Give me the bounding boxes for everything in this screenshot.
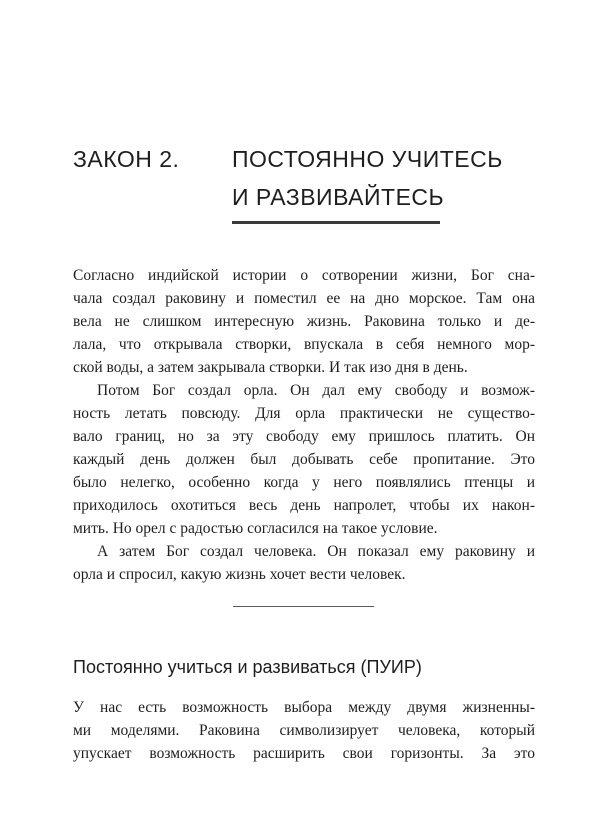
paragraph-line: упускает возможность расширить свои горизонты. За это bbox=[73, 745, 535, 762]
section-divider bbox=[233, 606, 374, 607]
chapter-number: ЗАКОН 2. bbox=[73, 146, 180, 172]
section-heading: Постоянно учиться и развиваться (ПУИР) bbox=[73, 657, 422, 677]
chapter-header bbox=[73, 140, 533, 210]
paragraph-line: У нас есть возможность выбора между двумя жизненны- bbox=[73, 699, 535, 716]
paragraph-2 bbox=[73, 379, 535, 540]
paragraph-line: чала создал раковину и поместил ее на дно морское. Там она bbox=[73, 290, 535, 307]
paragraph-line: ность летать повсюду. Для орла практически не существо- bbox=[73, 405, 535, 422]
chapter-title-line-1: ПОСТОЯННО УЧИТЕСЬ bbox=[232, 146, 503, 172]
chapter-title-line-2: И РАЗВИВАЙТЕСЬ bbox=[232, 184, 445, 210]
paragraph-line: ской воды, а затем закрывала створки. И так изо дня в день. bbox=[73, 359, 468, 376]
paragraph-line: было нелегко, особенно когда у него появлялись птенцы и bbox=[73, 474, 535, 491]
paragraph-line: мить. Но орел с радостью согласился на такое условие. bbox=[73, 520, 438, 537]
paragraph-3 bbox=[73, 540, 535, 586]
paragraph-1 bbox=[73, 264, 535, 379]
paragraph-line: лала, что открывала створки, впускала в себя немного мор- bbox=[73, 336, 535, 353]
paragraph-line: А затем Бог создал человека. Он показал ему раковину и bbox=[97, 543, 535, 560]
paragraph-line: вела не слишком интересную жизнь. Раковина только и де- bbox=[73, 313, 535, 330]
paragraph-line: ми моделями. Раковина символизирует человека, который bbox=[73, 722, 535, 739]
chapter-title bbox=[232, 140, 503, 216]
paragraph-line: Потом Бог создал орла. Он дал ему свободу и возмож- bbox=[97, 382, 535, 399]
title-underline bbox=[232, 221, 440, 224]
paragraph-line: каждый день должен был добывать себе пропитание. Это bbox=[73, 451, 535, 468]
section-paragraph bbox=[73, 696, 535, 765]
paragraph-line: Согласно индийской истории о сотворении жизни, Бог сна- bbox=[73, 267, 535, 284]
paragraph-line: приходилось охотиться весь день напролет, чтобы их након- bbox=[73, 497, 535, 514]
paragraph-line: орла и спросил, какую жизнь хочет вести человек. bbox=[73, 566, 406, 583]
paragraph-line: вало границ, но за эту свободу ему пришлось платить. Он bbox=[73, 428, 535, 445]
